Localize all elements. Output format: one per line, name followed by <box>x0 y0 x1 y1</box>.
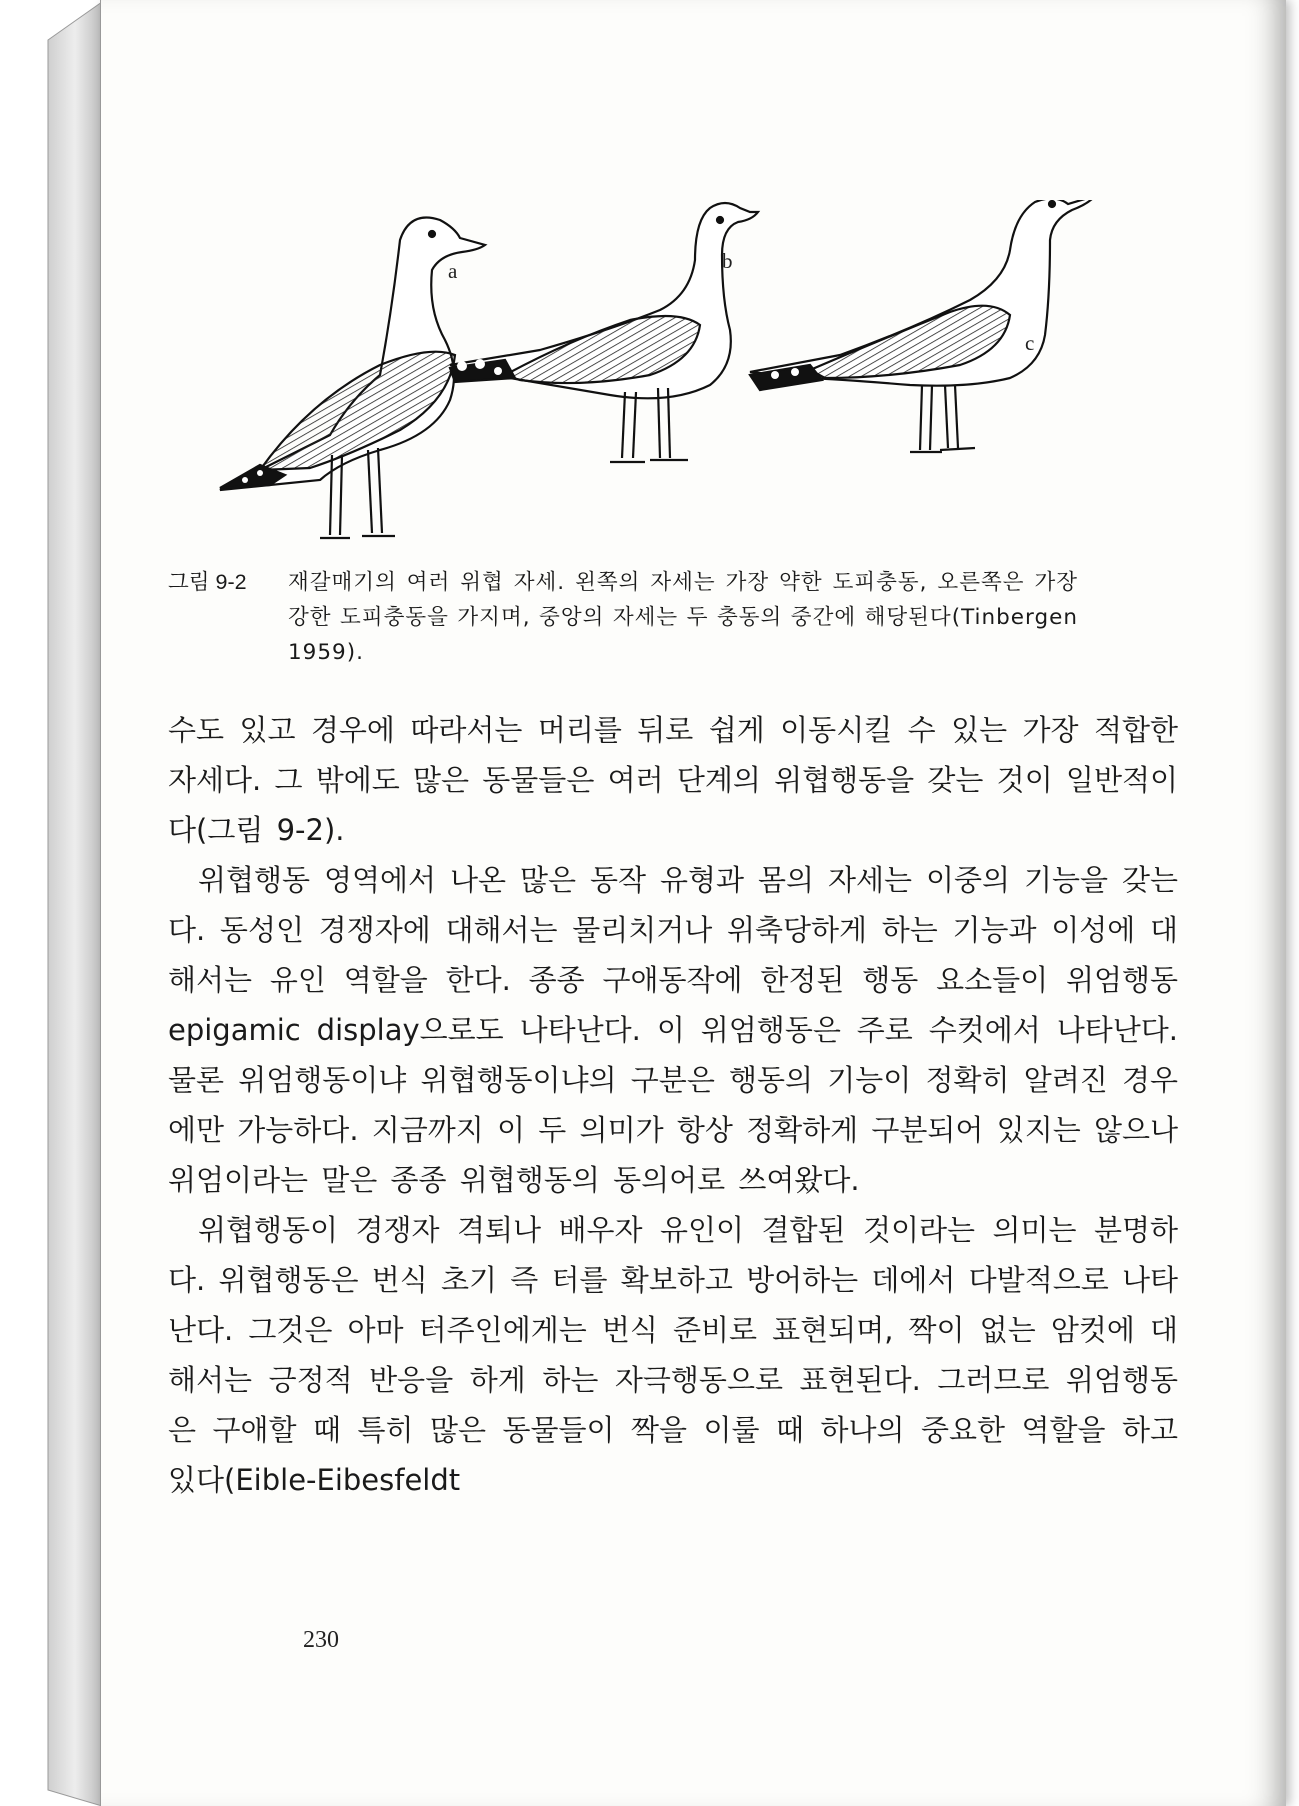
body-text <box>168 705 1178 1505</box>
figure-number: 그림 9-2 <box>168 570 247 594</box>
gull-c-drawing <box>750 200 1095 452</box>
figure-label-c: c <box>1025 331 1035 355</box>
gull-posture-figure <box>110 200 1240 560</box>
book-spine-edge <box>0 0 110 1806</box>
figure-label-b: b <box>722 249 733 273</box>
gull-b-drawing <box>450 203 758 462</box>
gull-a-drawing <box>220 218 485 539</box>
figure-caption-text: 재갈매기의 여러 위협 자세. 왼쪽의 자세는 가장 약한 도피충동, 오른쪽은 가장 강한 도피충동을 가지며, 중앙의 자세는 두 충동의 중간에 해당된다(Tinbergen 1959). <box>288 570 1078 665</box>
paragraph-2: 위협행동 영역에서 나온 많은 동작 유형과 몸의 자세는 이중의 기능을 갖는다. 동성인 경쟁자에 대해서는 물리치거나 위축당하게 하는 기능과 이성에 대해서는 유인 역할을 한다. 종종 구애동작에 한정된 행동 요소들이 위엄행동epigamic display으로도 나타난다. 이 위엄행동은 주로 수컷에서 나타난다. 물론 위엄행동이냐 위협행동이냐의 구분은 행동의 기능이 정확히 알려진 경우에만 가능하다. 지금까지 이 두 의미가 항상 정확하게 구분되어 있지는 않으나 위엄이라는 말은 종종 위협행동의 동의어로 쓰여왔다. <box>168 863 1178 1197</box>
paragraph-1: 수도 있고 경우에 따라서는 머리를 뒤로 쉽게 이동시킬 수 있는 가장 적합한 자세다. 그 밖에도 많은 동물들은 여러 단계의 위협행동을 갖는 것이 일반적이다(그림 9-2). <box>168 713 1178 847</box>
figure-label-a: a <box>448 259 458 283</box>
page-number: 230 <box>303 1627 339 1653</box>
paragraph-3: 위협행동이 경쟁자 격퇴나 배우자 유인이 결합된 것이라는 의미는 분명하다. 위협행동은 번식 초기 즉 터를 확보하고 방어하는 데에서 다발적으로 나타난다. 그것은 아마 터주인에게는 번식 준비로 표현되며, 짝이 없는 암컷에 대해서는 긍정적 반응을 하게 하는 자극행동으로 표현된다. 그러므로 위엄행동은 구애할 때 특히 많은 동물들이 짝을 이룰 때 하나의 중요한 역할을 하고 있다(Eible-Eibesfeldt <box>168 1213 1178 1497</box>
